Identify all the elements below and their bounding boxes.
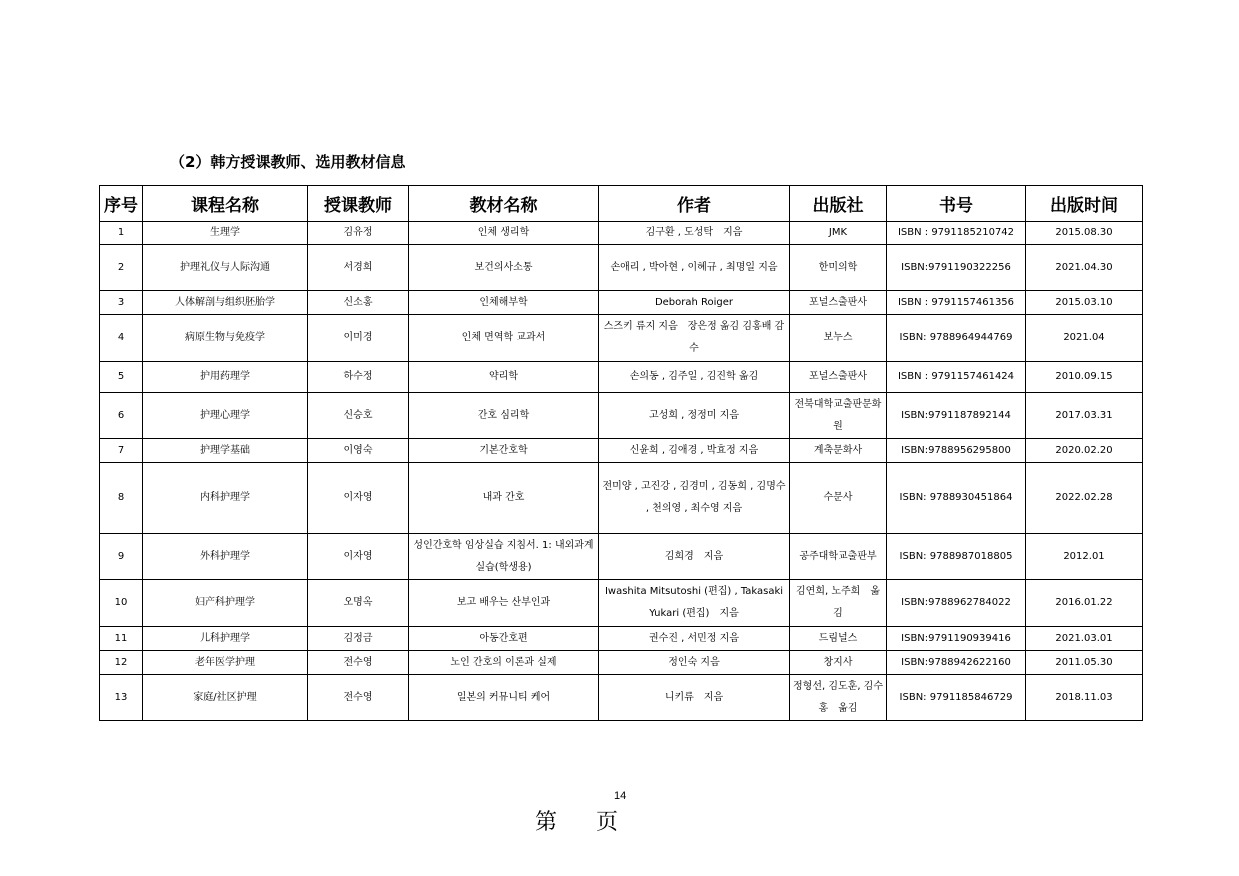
cell-teacher: 오명옥 — [308, 580, 409, 627]
cell-teacher: 신소홍 — [308, 291, 409, 315]
cell-no: 11 — [100, 627, 143, 651]
cell-date: 2012.01 — [1026, 534, 1143, 580]
cell-isbn: ISBN: 9788930451864 — [887, 463, 1026, 534]
header-date: 出版时间 — [1026, 186, 1143, 222]
cell-date: 2015.08.30 — [1026, 222, 1143, 245]
cell-publisher: 창지사 — [790, 651, 887, 675]
cell-course: 护理礼仪与人际沟通 — [143, 245, 308, 291]
cell-date: 2011.05.30 — [1026, 651, 1143, 675]
cell-teacher: 전수영 — [308, 675, 409, 721]
cell-no: 13 — [100, 675, 143, 721]
cell-course: 病原生物与免疫学 — [143, 315, 308, 362]
header-no: 序号 — [100, 186, 143, 222]
header-row — [100, 186, 1143, 222]
cell-date: 2010.09.15 — [1026, 362, 1143, 393]
cell-publisher: 계축문화사 — [790, 439, 887, 463]
cell-teacher: 이자영 — [308, 534, 409, 580]
cell-date: 2017.03.31 — [1026, 393, 1143, 439]
cell-publisher: 공주대학교출판부 — [790, 534, 887, 580]
cell-textbook: 성인간호학 임상실습 지침서. 1: 내외과계 실습(학생용) — [409, 534, 599, 580]
cell-publisher: JMK — [790, 222, 887, 245]
header-isbn: 书号 — [887, 186, 1026, 222]
cell-isbn: ISBN: 9788987018805 — [887, 534, 1026, 580]
cell-date: 2021.04.30 — [1026, 245, 1143, 291]
cell-teacher: 서경희 — [308, 245, 409, 291]
cell-course: 人体解剖与组织胚胎学 — [143, 291, 308, 315]
cell-isbn: ISBN:9788962784022 — [887, 580, 1026, 627]
cell-no: 7 — [100, 439, 143, 463]
cell-textbook: 인체해부학 — [409, 291, 599, 315]
table-row — [100, 580, 1143, 627]
cell-course: 老年医学护理 — [143, 651, 308, 675]
cell-teacher: 이자영 — [308, 463, 409, 534]
cell-isbn: ISBN:9791190939416 — [887, 627, 1026, 651]
cell-course: 生理学 — [143, 222, 308, 245]
header-course: 课程名称 — [143, 186, 308, 222]
cell-author: 손애리 , 박아현 , 이혜규 , 최명일 지음 — [599, 245, 790, 291]
cell-publisher: 포널스출판사 — [790, 291, 887, 315]
cell-textbook: 보고 배우는 산부인과 — [409, 580, 599, 627]
cell-publisher: 전북대학교출판문화원 — [790, 393, 887, 439]
cell-author: 스즈키 류지 지음 장은정 옮김 김홍배 감수 — [599, 315, 790, 362]
header-textbook: 教材名称 — [409, 186, 599, 222]
table-row — [100, 651, 1143, 675]
cell-course: 家庭/社区护理 — [143, 675, 308, 721]
cell-isbn: ISBN:9788956295800 — [887, 439, 1026, 463]
cell-teacher: 신승호 — [308, 393, 409, 439]
cell-author: 니키류 지음 — [599, 675, 790, 721]
cell-course: 护理学基础 — [143, 439, 308, 463]
header-teacher: 授课教师 — [308, 186, 409, 222]
cell-no: 8 — [100, 463, 143, 534]
cell-isbn: ISBN : 9791157461424 — [887, 362, 1026, 393]
cell-textbook: 노인 간호의 이론과 실제 — [409, 651, 599, 675]
cell-date: 2021.03.01 — [1026, 627, 1143, 651]
cell-publisher: 김연희, 노주희 옮김 — [790, 580, 887, 627]
cell-no: 2 — [100, 245, 143, 291]
cell-textbook: 인체 면역학 교과서 — [409, 315, 599, 362]
cell-author: Deborah Roiger — [599, 291, 790, 315]
cell-course: 内科护理学 — [143, 463, 308, 534]
cell-no: 4 — [100, 315, 143, 362]
table-row — [100, 627, 1143, 651]
cell-isbn: ISBN: 9791185846729 — [887, 675, 1026, 721]
header-publisher: 出版社 — [790, 186, 887, 222]
textbook-info-table — [99, 185, 1143, 721]
cell-author: Iwashita Mitsutoshi (편집) , Takasaki Yukari (편집) 지음 — [599, 580, 790, 627]
cell-publisher: 포널스출판사 — [790, 362, 887, 393]
cell-date: 2015.03.10 — [1026, 291, 1143, 315]
cell-date: 2016.01.22 — [1026, 580, 1143, 627]
cell-no: 1 — [100, 222, 143, 245]
cell-author: 손의동 , 김주일 , 김진학 옮김 — [599, 362, 790, 393]
footer-label: 第 页 — [535, 810, 634, 835]
cell-author: 김구환 , 도성탁 지음 — [599, 222, 790, 245]
cell-author: 김희경 지음 — [599, 534, 790, 580]
cell-publisher: 드림널스 — [790, 627, 887, 651]
cell-course: 儿科护理学 — [143, 627, 308, 651]
cell-author: 신윤희 , 김애경 , 박효정 지음 — [599, 439, 790, 463]
cell-no: 9 — [100, 534, 143, 580]
cell-textbook: 아동간호편 — [409, 627, 599, 651]
page-number: 14 — [614, 790, 627, 802]
cell-publisher: 보누스 — [790, 315, 887, 362]
table-row — [100, 393, 1143, 439]
cell-course: 护理心理学 — [143, 393, 308, 439]
cell-teacher: 김유정 — [308, 222, 409, 245]
cell-course: 妇产科护理学 — [143, 580, 308, 627]
cell-publisher: 수문사 — [790, 463, 887, 534]
table-row — [100, 222, 1143, 245]
header-author: 作者 — [599, 186, 790, 222]
cell-course: 外科护理学 — [143, 534, 308, 580]
table-row — [100, 534, 1143, 580]
cell-author: 고성희 , 정정미 지음 — [599, 393, 790, 439]
cell-textbook: 보건의사소통 — [409, 245, 599, 291]
cell-teacher: 이미경 — [308, 315, 409, 362]
cell-author: 정인숙 지음 — [599, 651, 790, 675]
section-title: （2）韩方授课教师、选用教材信息 — [170, 153, 406, 171]
cell-publisher: 한미의학 — [790, 245, 887, 291]
cell-author: 전미양 , 고진강 , 김경미 , 김동희 , 김명수 , 천의영 , 최수영 지음 — [599, 463, 790, 534]
cell-teacher: 전수영 — [308, 651, 409, 675]
table-row — [100, 362, 1143, 393]
cell-no: 3 — [100, 291, 143, 315]
cell-isbn: ISBN:9788942622160 — [887, 651, 1026, 675]
cell-teacher: 김정금 — [308, 627, 409, 651]
cell-date: 2020.02.20 — [1026, 439, 1143, 463]
cell-isbn: ISBN:9791190322256 — [887, 245, 1026, 291]
cell-no: 6 — [100, 393, 143, 439]
cell-textbook: 인체 생리학 — [409, 222, 599, 245]
table-row — [100, 463, 1143, 534]
table-row — [100, 439, 1143, 463]
cell-textbook: 간호 심리학 — [409, 393, 599, 439]
cell-isbn: ISBN : 9791185210742 — [887, 222, 1026, 245]
cell-isbn: ISBN : 9791157461356 — [887, 291, 1026, 315]
cell-textbook: 약리학 — [409, 362, 599, 393]
table-row — [100, 291, 1143, 315]
table-row — [100, 315, 1143, 362]
cell-date: 2022.02.28 — [1026, 463, 1143, 534]
cell-teacher: 하수정 — [308, 362, 409, 393]
cell-textbook: 내과 간호 — [409, 463, 599, 534]
cell-textbook: 일본의 커뮤니티 케어 — [409, 675, 599, 721]
cell-no: 10 — [100, 580, 143, 627]
cell-teacher: 이영숙 — [308, 439, 409, 463]
cell-date: 2018.11.03 — [1026, 675, 1143, 721]
cell-textbook: 기본간호학 — [409, 439, 599, 463]
cell-author: 권수진 , 서민정 지음 — [599, 627, 790, 651]
cell-date: 2021.04 — [1026, 315, 1143, 362]
cell-no: 12 — [100, 651, 143, 675]
cell-isbn: ISBN: 9788964944769 — [887, 315, 1026, 362]
table-row — [100, 245, 1143, 291]
table-row — [100, 675, 1143, 721]
cell-course: 护用药理学 — [143, 362, 308, 393]
cell-isbn: ISBN:9791187892144 — [887, 393, 1026, 439]
cell-no: 5 — [100, 362, 143, 393]
cell-publisher: 정형선, 김도훈, 김수홍 옮김 — [790, 675, 887, 721]
